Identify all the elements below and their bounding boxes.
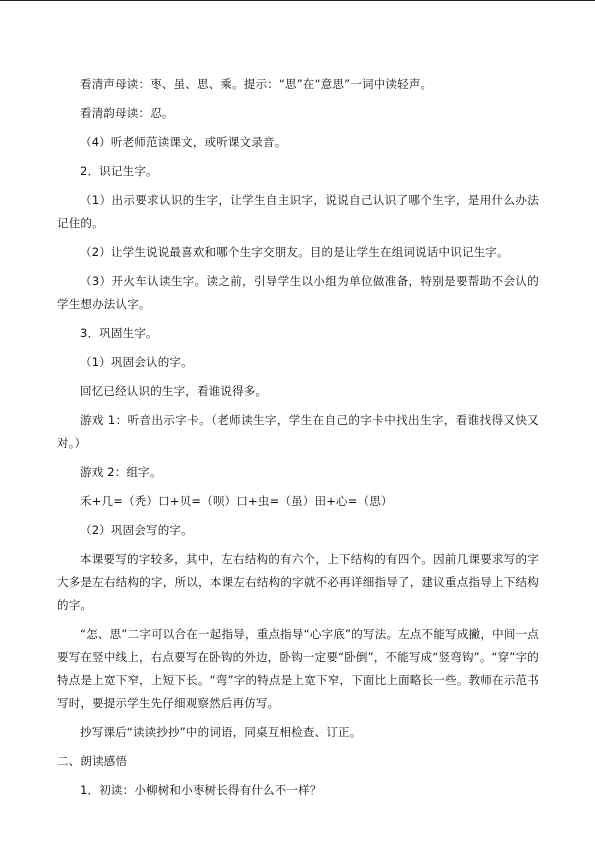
paragraph-train-reading: （3）开火车认读生字。读之前，引导学生以小组为单位做准备，特别是要帮助不会认的学生想办法认字。 — [57, 274, 539, 311]
paragraph-game-two: 游戏 2：组字。 — [80, 465, 162, 479]
paragraph-character-formula: 禾+几=（秃）口+贝=（呗）口+虫=（虽）田+心=（思） — [80, 494, 393, 508]
paragraph-first-reading-question: 1．初读：小柳树和小枣树长得有什么不一样？ — [80, 783, 322, 797]
subheading-recognize-characters: （1）巩固会认的字。 — [80, 355, 193, 369]
section-heading-reading-feeling: 二、朗读感悟 — [57, 754, 128, 768]
paragraph-recall-characters: 回忆已经认识的生字，看谁说得多。 — [80, 384, 268, 398]
paragraph-favorite-character: （2）让学生说说最喜欢和哪个生字交朋友。目的是让学生在组词说话中识记生字。 — [80, 245, 509, 259]
paragraph-initials-reading: 看清声母读：枣、虽、思、乘。提示：“思”在“意思”一词中读轻声。 — [80, 77, 433, 91]
page-top-rule — [0, 0, 595, 1]
paragraph-copy-words: 抄写课后“读读抄抄”中的词语，同桌互相检查、订正。 — [80, 725, 362, 739]
paragraph-structure-guidance: 本课要写的字较多，其中，左右结构的有六个，上下结构的有四个。因前几课要求写的字大多是左右结构的字，所以，本课左右结构的字就不必再详细指导了，建议重点指导上下结构的字。 — [57, 552, 539, 612]
paragraph-listen-reading: （4）听老师范读课文，或听课文录音。 — [80, 135, 287, 149]
paragraph-heart-bottom-guidance: “怎、思”二字可以合在一起指导，重点指导“心字底”的写法。左点不能写成撇，中间一点要写在竖中线上，右点要写在卧钩的外边，卧钩一定要“卧倒”，不能写成“竖弯钩”。“穿”字的特点是上宽下窄，上短下长。“弯”字的特点是上宽下窄，下面比上面略长一些。教师在示范书写时，要提示学生先仔细观察然后再仿写。 — [57, 627, 539, 710]
section-heading-consolidate-characters: 3．巩固生字。 — [80, 326, 158, 340]
paragraph-self-study: （1）出示要求认识的生字，让学生自主识字，说说自己认识了哪个生字，是用什么办法记住的。 — [57, 193, 539, 230]
paragraph-game-one: 游戏 1：听音出示字卡。（老师读生字，学生在自己的字卡中找出生字，看谁找得又快又对。） — [57, 413, 539, 450]
document-body — [57, 73, 539, 808]
paragraph-finals-reading: 看清韵母读：忍。 — [80, 106, 174, 120]
subheading-writing-characters: （2）巩固会写的字。 — [80, 523, 193, 537]
section-heading-memorize-characters: 2．识记生字。 — [80, 164, 158, 178]
